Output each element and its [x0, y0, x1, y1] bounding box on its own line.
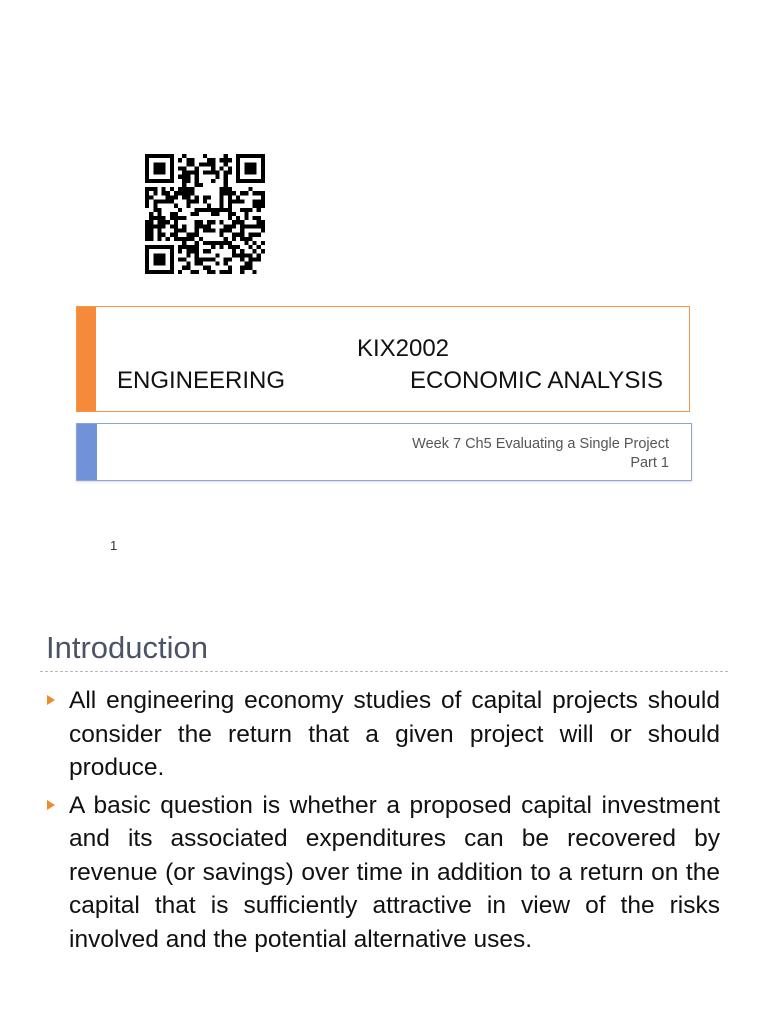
- section-heading: Introduction: [46, 630, 208, 665]
- subtitle-text: [412, 435, 669, 473]
- subtitle-accent-bar: [77, 424, 97, 480]
- bullet-list: [46, 684, 720, 960]
- bullet-item: [46, 789, 720, 957]
- subtitle-line2: Part 1: [630, 455, 669, 471]
- course-title-word1: ENGINEERING: [117, 367, 286, 394]
- subtitle-line1: Week 7 Ch5 Evaluating a Single Project: [412, 436, 669, 452]
- course-code: KIX2002: [356, 335, 450, 362]
- subtitle-box: [76, 423, 692, 481]
- heading-divider: [40, 671, 728, 672]
- title-box: [76, 306, 690, 412]
- triangle-bullet-icon: [47, 800, 55, 810]
- page-number: 1: [110, 538, 118, 553]
- bullet-item: [46, 684, 720, 785]
- bullet-text: All engineering economy studies of capital projects should consider the return that a given project will or should produce.: [69, 687, 720, 781]
- qr-code-image: [145, 154, 265, 274]
- triangle-bullet-icon: [47, 695, 55, 705]
- course-title-word2: ECONOMIC ANALYSIS: [410, 367, 663, 394]
- bullet-text: A basic question is whether a proposed capital investment and its associated expenditures can be recovered by revenue (or savings) over time in addition to a return on the capital that is sufficiently attractive in view of the risks involved and the potential alternative uses.: [69, 791, 720, 953]
